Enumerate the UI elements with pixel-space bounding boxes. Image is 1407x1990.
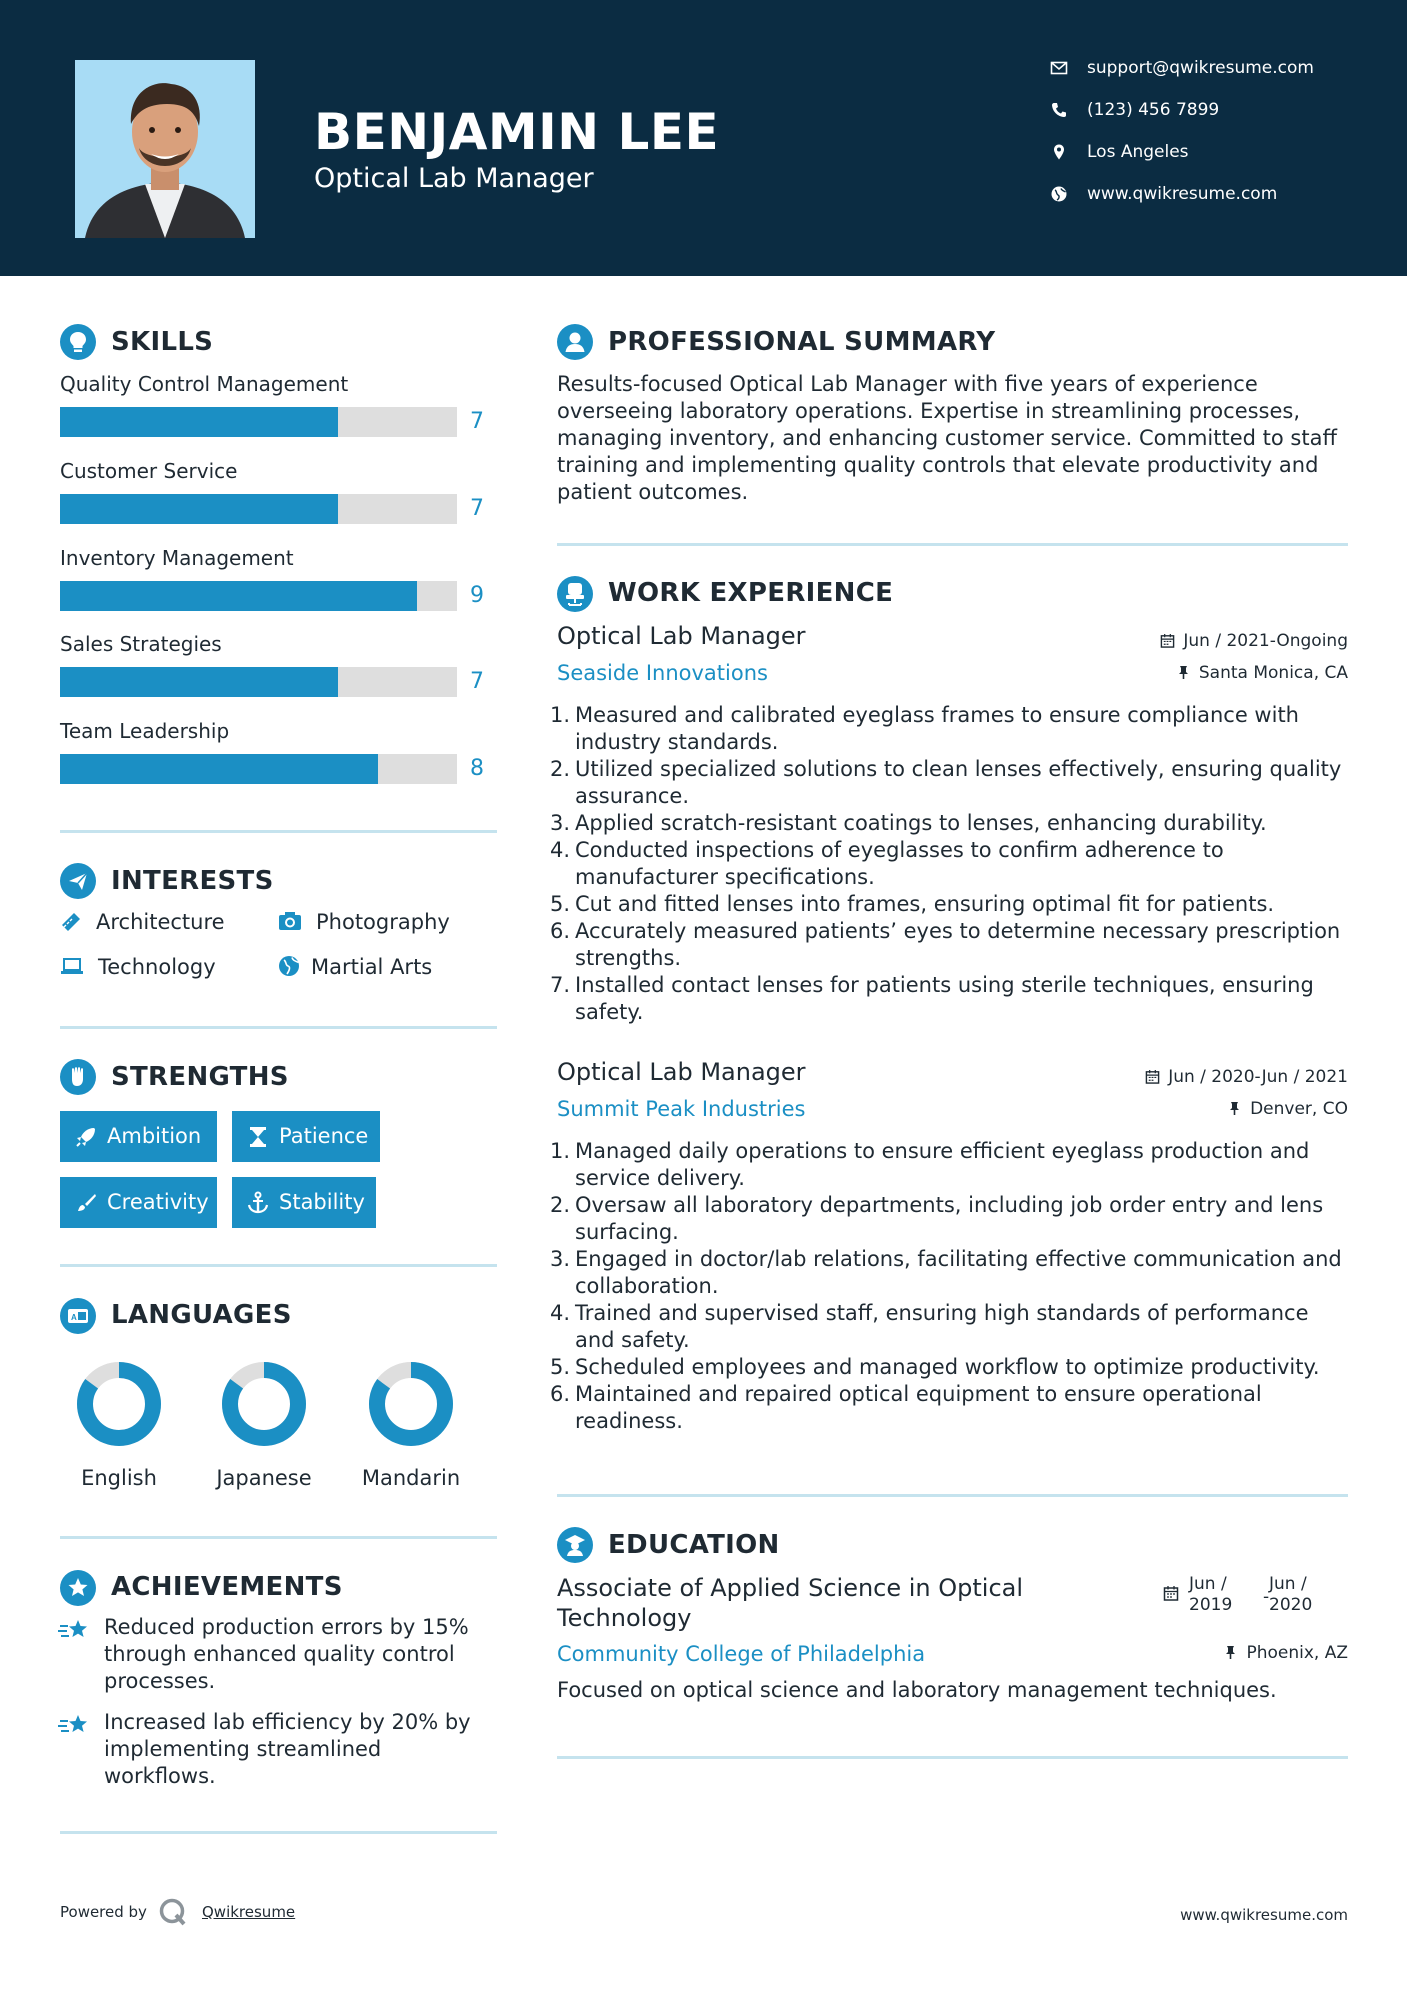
skill-name: Quality Control Management [60,372,349,396]
map-pin-icon [1050,143,1068,161]
responsibility-number: 7. [550,973,571,997]
skills-divider [60,830,497,833]
skill-level-value: 7 [470,496,484,521]
strength-patience-label: Patience [279,1124,369,1148]
calendar-icon [1163,1585,1179,1601]
responsibility-text: Cut and fitted lenses into frames, ensuring optimal fit for patients. [575,892,1275,916]
interests-heading: INTERESTS [111,866,274,896]
strength-ambition [60,1111,217,1162]
job-dates-text: Jun / 2020-Jun / 2021 [1168,1067,1348,1087]
responsibility-item [550,891,1350,918]
job-responsibilities [550,702,1350,1026]
skill-level-value: 7 [470,409,484,434]
education-heading: EDUCATION [608,1530,780,1560]
contact-website-text[interactable]: www.qwikresume.com [1087,184,1278,204]
responsibility-text: Measured and calibrated eyeglass frames to ensure compliance with industry standards. [575,703,1299,754]
pushpin-icon [1227,1101,1242,1116]
skill-level-value: 7 [470,669,484,694]
job-dates [1160,631,1348,651]
language-card-icon [60,1298,96,1334]
skill-bar-fill [60,407,338,437]
responsibility-item [550,918,1350,972]
rocket-icon [74,1125,98,1149]
responsibility-number: 3. [550,811,571,835]
strength-creativity-label: Creativity [107,1190,209,1214]
skill-level-value: 9 [470,583,484,608]
laptop-icon [60,956,84,978]
responsibility-item [550,972,1350,1026]
footer-website[interactable]: www.qwikresume.com [1180,1906,1348,1924]
edu-location [1223,1643,1348,1663]
contact-location-text: Los Angeles [1087,142,1189,162]
skill-bar-track [60,494,457,524]
responsibility-text: Maintained and repaired optical equipment to ensure operational readiness. [575,1382,1262,1433]
responsibility-text: Engaged in doctor/lab relations, facilitating effective communication and collaboration. [575,1247,1342,1298]
shooting-star-icon [58,1616,92,1644]
summary-text: Results-focused Optical Lab Manager with five years of experience overseeing laboratory operations. Expertise in streamlining processes, managing inventory, and enhancing customer service. Committed to staff training and implementing quality controls that elevate productivity and patient outcomes. [557,372,1337,504]
responsibility-text: Managed daily operations to ensure efficient eyeglass production and service delivery. [575,1139,1310,1190]
job-location-text: Denver, CO [1250,1099,1348,1119]
responsibility-number: 5. [550,1355,571,1379]
user-icon [557,324,593,360]
star-badge-icon [60,1570,96,1606]
skill-name: Team Leadership [60,719,230,743]
edu-date-dash: - [1263,1587,1270,1607]
globe-icon [278,955,302,977]
experience-heading: WORK EXPERIENCE [608,578,894,608]
responsibility-number: 4. [550,838,571,862]
responsibility-item [550,1138,1350,1192]
contact-phone-text: (123) 456 7899 [1087,100,1220,120]
achievements-heading: ACHIEVEMENTS [111,1572,343,1602]
edu-location-text: Phoenix, AZ [1246,1643,1348,1663]
skill-name: Sales Strategies [60,632,222,656]
svg-text:A: A [71,1313,77,1322]
pushpin-icon [1223,1645,1238,1660]
strength-creativity [60,1177,217,1228]
skill-bar-track [60,581,457,611]
calendar-icon [1145,1069,1160,1084]
responsibility-item [550,1246,1350,1300]
skill-level-value: 8 [470,756,484,781]
responsibility-number: 1. [550,703,571,727]
language-donut [74,1359,164,1449]
experience-divider [557,1494,1348,1497]
responsibility-number: 4. [550,1301,571,1325]
job-title: Optical Lab Manager [557,622,806,650]
education-description: Focused on optical science and laboratory management techniques. [557,1678,1277,1702]
interests-divider [60,1026,497,1029]
languages-divider [60,1536,497,1539]
education-divider [557,1756,1348,1759]
responsibility-item [550,1192,1350,1246]
responsibility-text: Utilized specialized solutions to clean lenses effectively, ensuring quality assurance. [575,757,1342,808]
language-donut [219,1359,309,1449]
skill-bar-track [60,754,457,784]
job-location [1176,663,1348,683]
paper-plane-icon [60,863,96,899]
skills-heading: SKILLS [111,327,214,357]
company-name: Seaside Innovations [557,661,768,685]
ruler-pencil-icon [60,911,84,933]
job-title: Optical Lab Manager [557,1058,806,1086]
company-name: Summit Peak Industries [557,1097,806,1121]
responsibility-number: 2. [550,757,571,781]
edu-start-month: Jun / [1189,1574,1227,1594]
pushpin-icon [1176,665,1191,680]
responsibility-number: 3. [550,1247,571,1271]
responsibility-text: Applied scratch-resistant coatings to lenses, enhancing durability. [575,811,1267,835]
responsibility-text: Installed contact lenses for patients using sterile techniques, ensuring safety. [575,973,1314,1024]
skill-name: Inventory Management [60,546,294,570]
strength-patience [232,1111,380,1162]
responsibility-item [550,756,1350,810]
interest-architecture: Architecture [96,910,225,934]
globe-icon [1050,185,1068,203]
strengths-divider [60,1264,497,1267]
responsibility-number: 6. [550,1382,571,1406]
powered-by-label: Powered by [60,1903,147,1921]
summary-divider [557,543,1348,546]
responsibility-item [550,1354,1350,1381]
shooting-star-icon [58,1711,92,1739]
qwikresume-link[interactable]: Qwikresume [202,1903,296,1921]
envelope-icon [1050,59,1068,77]
edu-start-year: 2019 [1189,1595,1233,1615]
responsibility-number: 1. [550,1139,571,1163]
skill-bar-track [60,407,457,437]
resume-header [0,0,1407,276]
paintbrush-icon [74,1191,98,1215]
phone-icon [1050,101,1068,119]
responsibility-text: Scheduled employees and managed workflow to optimize productivity. [575,1355,1320,1379]
interest-martial-arts: Martial Arts [311,955,433,979]
anchor-icon [246,1191,270,1215]
responsibility-number: 5. [550,892,571,916]
responsibility-text: Oversaw all laboratory departments, including job order entry and lens surfacing. [575,1193,1324,1244]
strength-stability-label: Stability [279,1190,365,1214]
camera-icon [278,910,302,932]
contact-email-text[interactable]: support@qwikresume.com [1087,58,1314,78]
skill-bar-fill [60,754,378,784]
edu-end-year: 2020 [1269,1595,1313,1615]
responsibility-item [550,702,1350,756]
responsibility-text: Accurately measured patients’ eyes to determine necessary prescription strengths. [575,919,1341,970]
responsibility-number: 2. [550,1193,571,1217]
profile-photo [75,60,255,238]
candidate-name: BENJAMIN LEE [314,103,720,161]
skill-bar-fill [60,667,338,697]
responsibility-text: Conducted inspections of eyeglasses to confirm adherence to manufacturer specifications. [575,838,1224,889]
skill-bar-fill [60,581,417,611]
interest-technology: Technology [98,955,216,979]
responsibility-item [550,1381,1350,1435]
school-name: Community College of Philadelphia [557,1642,926,1666]
job-location [1227,1099,1348,1119]
degree-line-2: Technology [557,1604,692,1632]
strength-ambition-label: Ambition [107,1124,202,1148]
responsibility-item [550,1300,1350,1354]
language-label: Japanese [216,1466,312,1490]
languages-heading: LANGUAGES [111,1300,292,1330]
office-chair-icon [557,576,593,612]
job-dates [1145,1067,1348,1087]
qwikresume-logo [158,1897,188,1927]
hourglass-icon [246,1125,270,1149]
language-label: English [81,1466,157,1490]
edu-end-month: Jun / [1269,1574,1307,1594]
degree-line-1: Associate of Applied Science in Optical [557,1574,1024,1602]
calendar-icon [1160,633,1175,648]
language-label: Mandarin [361,1466,461,1490]
strengths-heading: STRENGTHS [111,1062,289,1092]
lightbulb-icon [60,324,96,360]
skill-bar-fill [60,494,338,524]
graduate-icon [557,1527,593,1563]
responsibility-text: Trained and supervised staff, ensuring high standards of performance and safety. [575,1301,1309,1352]
skill-bar-track [60,667,457,697]
achievements-divider [60,1831,497,1834]
achievement-item: Increased lab efficiency by 20% by implementing streamlined workflows. [104,1710,471,1788]
raised-fist-icon [60,1059,96,1095]
language-donut [366,1359,456,1449]
job-location-text: Santa Monica, CA [1198,663,1348,683]
responsibility-item [550,810,1350,837]
responsibility-number: 6. [550,919,571,943]
achievement-item: Reduced production errors by 15% through enhanced quality control processes. [104,1615,469,1693]
job-responsibilities [550,1138,1350,1435]
job-dates-text: Jun / 2021-Ongoing [1183,631,1348,651]
summary-heading: PROFESSIONAL SUMMARY [608,327,996,357]
responsibility-item [550,837,1350,891]
candidate-title: Optical Lab Manager [314,163,594,194]
strength-stability [232,1177,376,1228]
skill-name: Customer Service [60,459,238,483]
interest-photography: Photography [316,910,450,934]
